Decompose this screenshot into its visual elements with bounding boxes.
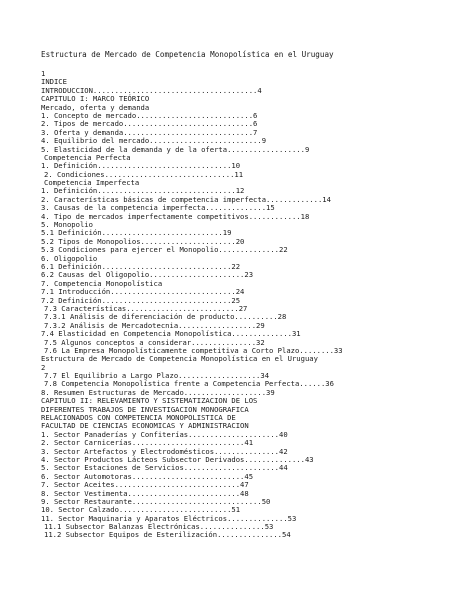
document-title: Estructura de Mercado de Competencia Monopolística en el Uruguay bbox=[41, 50, 334, 59]
toc-line: 6. Oligopolio bbox=[41, 253, 98, 263]
toc-line: 7.3 Características..........................27 bbox=[44, 303, 248, 313]
toc-line: 3. Sector Artefactos y Electrodomésticos...............42 bbox=[41, 446, 288, 456]
toc-line: 4. Tipo de mercados imperfectamente competitivos............18 bbox=[41, 211, 310, 221]
toc-line: CAPITULO II: RELEVAMIENTO Y SISTEMATIZACION DE LOS bbox=[41, 396, 258, 406]
toc-line: 7.3.1 Análisis de diferenciación de producto..........28 bbox=[44, 312, 287, 322]
toc-line: 7.8 Competencia Monopolística frente a Competencia Perfecta......36 bbox=[44, 379, 334, 389]
toc-line: 2. Tipos de mercado..............................6 bbox=[41, 119, 258, 129]
toc-line: Competencia Imperfecta bbox=[44, 178, 140, 188]
toc-line: 7.4 Elasticidad en Competencia Monopolística..............31 bbox=[41, 329, 301, 339]
toc-line: FACULTAD DE CIENCIAS ECONOMICAS Y ADMINISTRACION bbox=[41, 421, 249, 431]
toc-line: INDICE bbox=[41, 77, 67, 87]
toc-line: 11.2 Subsector Equipos de Esterilización...............54 bbox=[44, 530, 291, 540]
toc-line: 11. Sector Maquinaria y Aparatos Eléctricos..............53 bbox=[41, 513, 297, 523]
toc-line: Mercado, oferta y demanda bbox=[41, 102, 150, 112]
toc-line: 7. Sector Aceites.............................47 bbox=[41, 480, 249, 490]
toc-line: 3. Oferta y demanda..............................7 bbox=[41, 127, 258, 137]
toc-line: 5.1 Definición............................19 bbox=[41, 228, 232, 238]
toc-line: DIFERENTES TRABAJOS DE INVESTIGACION MONOGRAFICA bbox=[41, 404, 249, 414]
toc-line: 1. Definición................................12 bbox=[41, 186, 245, 196]
toc-line: 9. Sector Restaurante..............................50 bbox=[41, 496, 271, 506]
toc-line: 7. Competencia Monopolística bbox=[41, 278, 163, 288]
toc-line: 5. Elasticidad de la demanda y de la oferta..................9 bbox=[41, 144, 310, 154]
toc-line: 1. Definición...............................10 bbox=[41, 161, 241, 171]
toc-line: 4. Equilibrio del mercado..........................9 bbox=[41, 136, 267, 146]
toc-line: 8. Resumen Estructuras de Mercado...................39 bbox=[41, 387, 275, 397]
toc-line: 2. Condiciones..............................11 bbox=[44, 169, 244, 179]
toc-line: Competencia Perfecta bbox=[44, 152, 131, 162]
toc-line: CAPITULO I: MARCO TEÓRICO bbox=[41, 94, 150, 104]
toc-line: 1. Sector Panaderías y Confiterías.....................40 bbox=[41, 429, 288, 439]
toc-line: INTRODUCCION......................................4 bbox=[41, 85, 262, 95]
toc-line: 6.2 Causas del Oligopolio......................23 bbox=[41, 270, 254, 280]
toc-line: 5. Monopolio bbox=[41, 220, 93, 230]
toc-line: 1 bbox=[41, 69, 46, 78]
toc-line: 2. Sector Carnicerías..........................41 bbox=[41, 438, 254, 448]
toc-line: 5. Sector Estaciones de Servicios......................44 bbox=[41, 463, 288, 473]
toc-line: 3. Causas de la competencia imperfecta..............15 bbox=[41, 203, 275, 213]
toc-line: 7.3.2 Análisis de Mercadotecnia..................29 bbox=[44, 320, 265, 330]
toc-line: 4. Sector Productos Lácteos Subsector Derivados..............43 bbox=[41, 454, 314, 464]
toc-line: 7.7 El Equilibrio a Largo Plazo...................34 bbox=[44, 371, 270, 381]
toc-line: 2. Características básicas de competencia imperfecta.............14 bbox=[41, 194, 331, 204]
toc-line: 8. Sector Vestimenta..........................48 bbox=[41, 488, 249, 498]
toc-line: RELACIONADOS CON COMPETENCIA MONOPOLISTICA DE bbox=[41, 413, 236, 423]
toc-line: 1. Concepto de mercado...........................6 bbox=[41, 110, 258, 120]
toc-line: 5.2 Tipos de Monopolios......................20 bbox=[41, 236, 245, 246]
toc-line: 5.3 Condiciones para ejercer el Monopolio..............22 bbox=[41, 245, 288, 255]
toc-line: Estructura de Mercado de Competencia Monopolística en el Uruguay bbox=[41, 354, 318, 364]
table-of-contents bbox=[41, 70, 441, 540]
toc-line: 6.1 Definición..............................22 bbox=[41, 261, 241, 271]
toc-line: 10. Sector Calzado..........................51 bbox=[41, 505, 241, 515]
toc-line: 7.6 La Empresa Monopolísticamente competitiva a Corto Plazo........33 bbox=[44, 345, 343, 355]
toc-line: 11.1 Subsector Balanzas Electrónicas...............53 bbox=[44, 522, 274, 532]
toc-line: 2 bbox=[41, 362, 46, 372]
toc-line: 7.2 Definición..............................25 bbox=[41, 295, 241, 305]
toc-line: 6. Sector Automotoras..........................45 bbox=[41, 471, 254, 481]
toc-line: 7.1 Introducción.............................24 bbox=[41, 287, 245, 297]
toc-line: 7.5 Algunos conceptos a considerar...............32 bbox=[44, 337, 265, 347]
